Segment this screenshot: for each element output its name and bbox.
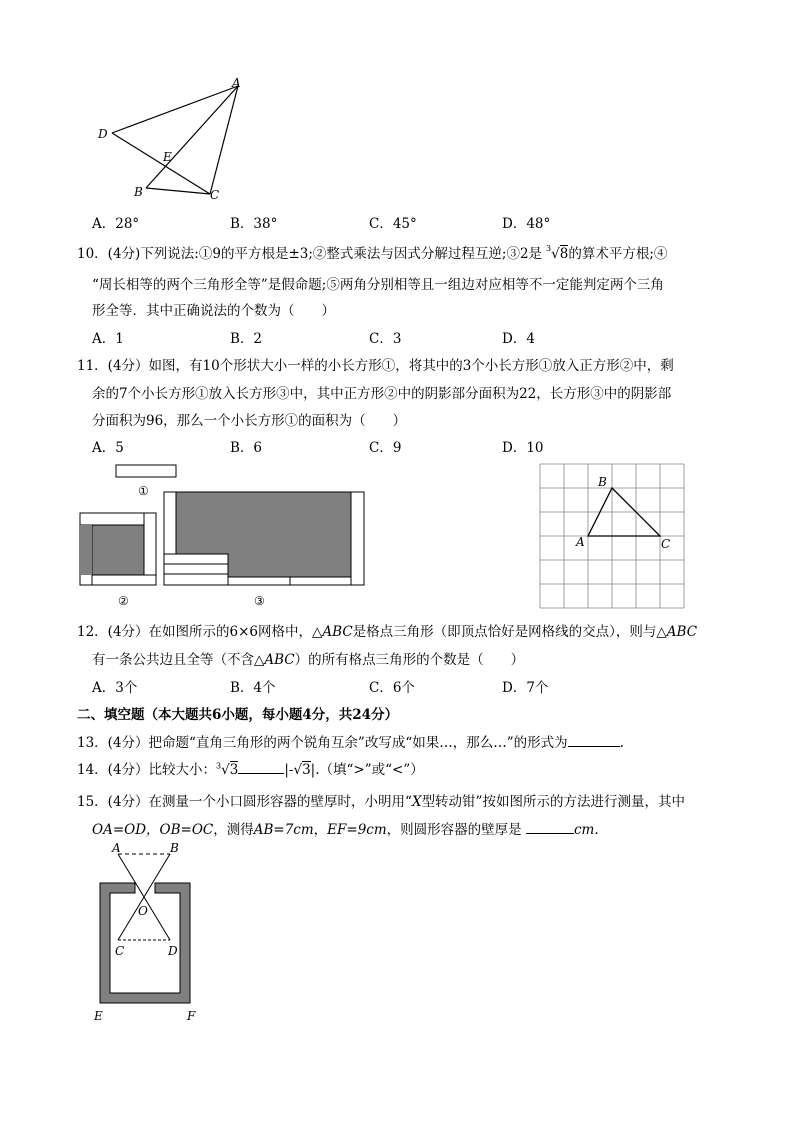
label-C: C <box>115 944 125 958</box>
q15-text-a: 15．(4分）在测量一个小口圆形容器的壁厚时，小明用“ <box>77 794 412 810</box>
q10-option-c[interactable]: C．3 <box>369 331 402 347</box>
q15-end: . <box>594 822 599 838</box>
q9-option-b[interactable]: B．38° <box>230 216 278 232</box>
q12-triangle-3: △ABC <box>254 652 295 668</box>
q12-text-d: ）的所有格点三角形的个数是（ ） <box>294 652 525 668</box>
q15-eq-ef: EF=9cm <box>327 822 387 838</box>
cube-root-8: $^3$√8 <box>546 243 569 262</box>
container-figure-q15 <box>88 838 208 1028</box>
q11-line3: 分面积为96，那么一个小长方形①的面积为（ ） <box>92 413 407 429</box>
label-C: C <box>661 537 671 551</box>
q12-text-c: 有一条公共边且全等（不含 <box>92 652 254 668</box>
q12-text-b: 是格点三角形（即顶点恰好是网格线的交点），则与 <box>352 624 657 640</box>
q10-line1 <box>77 242 667 262</box>
q12-triangle: △ABC <box>312 624 353 640</box>
q14-abs-open: |- <box>284 762 294 778</box>
q12-option-b[interactable]: B．4个 <box>230 680 276 696</box>
label-A: A <box>112 841 121 855</box>
root-index: 3 <box>216 761 222 771</box>
q12-line1 <box>77 620 697 640</box>
q11-option-b[interactable]: B．6 <box>230 440 263 456</box>
q15-text-b: 型转动钳”按如图所示的方法进行测量，其中 <box>421 794 685 810</box>
q9-option-a[interactable]: A．28° <box>92 216 140 232</box>
label-E: E <box>94 1009 103 1023</box>
q15-answer-blank[interactable] <box>526 819 574 834</box>
q9-option-d[interactable]: D．48° <box>502 216 551 232</box>
label-B: B <box>134 185 143 199</box>
q10-number: 10．(4分)下列说法: <box>77 246 199 262</box>
q9-option-c[interactable]: C．45° <box>369 216 417 232</box>
q15-line1 <box>77 790 685 810</box>
q11-option-d[interactable]: D．10 <box>502 440 544 456</box>
label-E: E <box>163 150 172 164</box>
grid-figure-q12 <box>535 460 690 610</box>
label-D: D <box>98 127 108 141</box>
label-A: A <box>576 535 585 549</box>
root-radicand: 3 <box>229 762 239 778</box>
q12-option-a[interactable]: A．3个 <box>92 680 138 696</box>
q15-unit: cm <box>573 822 595 838</box>
rectangles-figure-q11 <box>75 460 375 610</box>
q14-suffix: |.（填“>”或“<”） <box>310 762 424 778</box>
q12-option-d[interactable]: D．7个 <box>502 680 549 696</box>
label-B: B <box>598 475 607 489</box>
q15-line2 <box>92 818 599 838</box>
label-O: O <box>138 904 148 918</box>
q10-option-b[interactable]: B．2 <box>230 331 263 347</box>
label-D: D <box>168 944 178 958</box>
q14-line <box>77 758 424 778</box>
q15-text-d: ，则圆形容器的壁厚是 <box>386 822 522 838</box>
triangle-figure-q9 <box>90 75 260 205</box>
q10-option-d[interactable]: D．4 <box>502 331 535 347</box>
root-radicand: 3 <box>302 762 311 778</box>
q15-eq-ab: AB=7cm <box>253 822 314 838</box>
q13-answer-blank[interactable] <box>568 732 620 747</box>
q11-line2: 余的7个小长方形①放入长方形③中，其中正方形②中的阴影部分面积为22，长方形③中的阴影部 <box>92 386 672 402</box>
q14-answer-blank[interactable] <box>238 759 284 774</box>
q10-option-a[interactable]: A．1 <box>92 331 124 347</box>
q13-line <box>77 731 624 751</box>
q11-line1: 11．(4分）如图，有10个形状大小一样的小长方形①，将其中的3个小长方形①放入正方形②中，剩 <box>77 358 674 374</box>
q14-text: 14．(4分）比较大小： <box>77 762 217 778</box>
label-C: C <box>210 188 220 202</box>
q15-x: X <box>411 794 422 810</box>
q10-text-b: 的算术平方根;④ <box>568 246 668 262</box>
q15-eq-1: OA=OD，OB=OC <box>92 822 214 838</box>
label-F: F <box>187 1009 196 1023</box>
q10-line3: 形全等．其中正确说法的个数为（ ） <box>92 303 335 319</box>
q15-text-c: ，测得 <box>213 822 254 838</box>
q12-option-c[interactable]: C．6个 <box>369 680 415 696</box>
label-square-2: ② <box>118 594 129 608</box>
q12-line2 <box>92 648 524 668</box>
q15-comma: ， <box>313 822 328 838</box>
q11-option-a[interactable]: A．5 <box>92 440 124 456</box>
label-B: B <box>170 841 179 855</box>
sqrt-3: √3 <box>293 762 311 778</box>
q12-triangle-2: △ABC <box>656 624 698 640</box>
cube-root-3: $^3$√3 <box>216 761 239 778</box>
label-A: A <box>232 76 241 90</box>
q11-option-c[interactable]: C．9 <box>369 440 402 456</box>
q12-text-a: 12．(4分）在如图所示的6×6网格中， <box>77 624 313 640</box>
q10-line2: “周长相等的两个三角形全等”是假命题;⑤两角分别相等且一组边对应相等不一定能判定两个三角 <box>92 277 664 293</box>
section-heading-fill-in: 二、填空题（本大题共6小题，每小题4分，共24分） <box>77 707 399 723</box>
root-radicand: 8 <box>559 246 569 262</box>
q13-end: . <box>619 735 624 751</box>
root-index: 3 <box>546 243 552 253</box>
label-rect-3: ③ <box>254 594 265 608</box>
q13-text: 13．(4分）把命题“直角三角形的两个锐角互余”改写成“如果…，那么…”的形式为 <box>77 735 568 751</box>
label-rect-1: ① <box>138 484 149 498</box>
q10-text-a: ①9的平方根是±3;②整式乘法与因式分解过程互逆;③2是 <box>198 246 543 262</box>
